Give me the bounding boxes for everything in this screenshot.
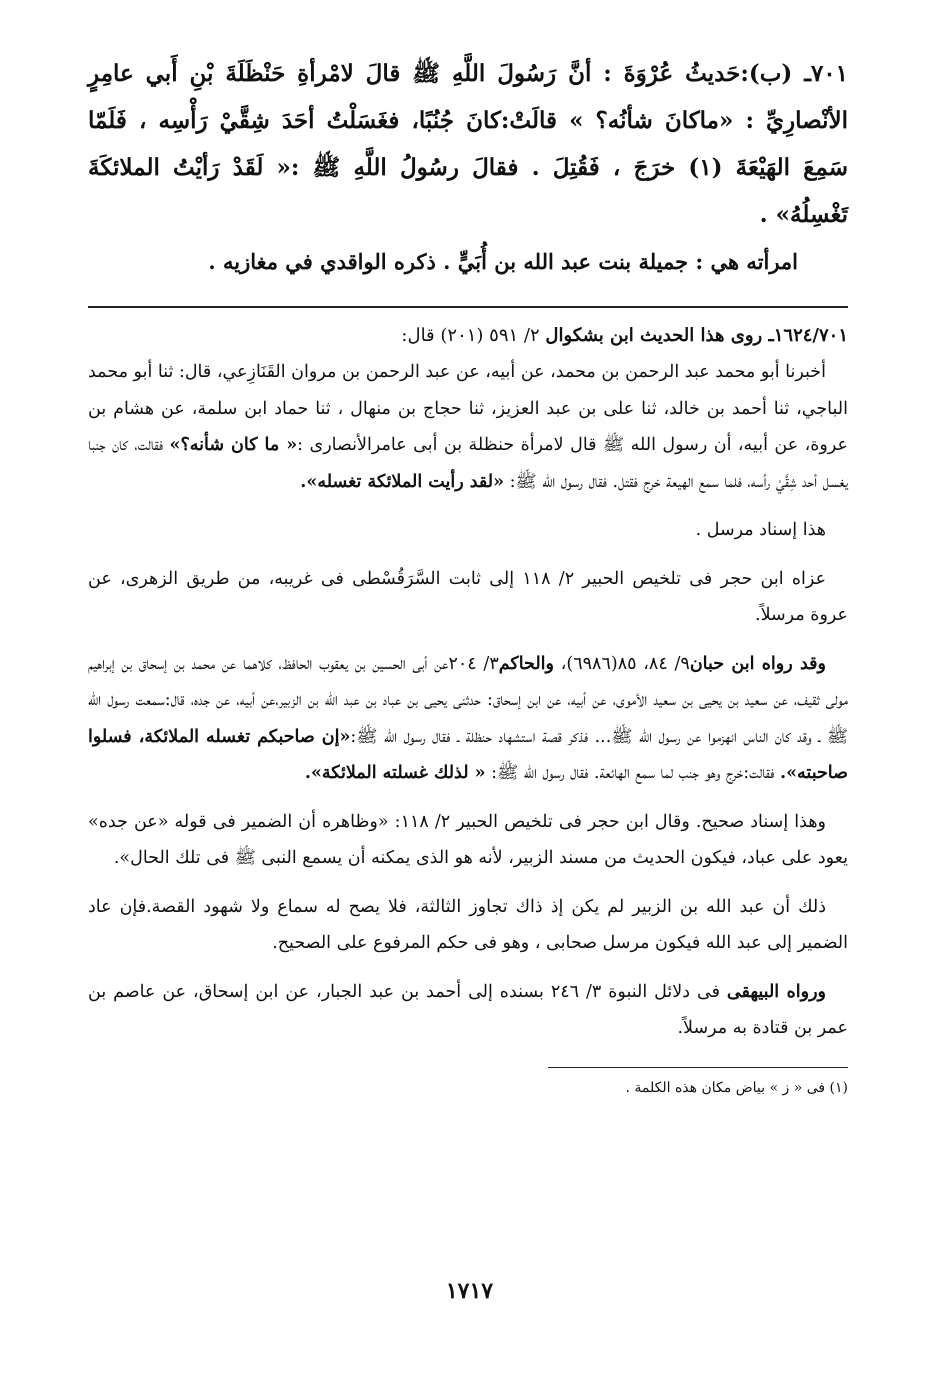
hakim-label: والحاكم <box>498 653 554 674</box>
isnad-middle-text: فقالت، كان جنبا يغسل أحد شِقَّيْ رأسه، فلما سمع الهيعة خرج فقتل. فقال رسول الله ﷺ: <box>88 435 848 492</box>
bayhaqi-text: فى دلائل النبوة ٣/ ٢٤٦ بسنده إلى أحمد بن عبد الجبار، عن ابن إسحاق، عن عاصم بن عمر بن قتادة به مرسلاً. <box>88 981 848 1038</box>
main-hadith-note: امرأته هي : جميلة بنت عبد الله بن أُبَيٍّ . ذكره الواقدي في مغازيه . <box>208 249 798 274</box>
takhrij-paragraph-mursal: هذا إسناد مرسل . <box>695 520 826 540</box>
hakim-quote-1: «إن صاحبكم تغسله الملائكة، فسلوا صاحبته». <box>88 726 848 783</box>
bayhaqi-label: ورواه البيهقى <box>726 981 826 1002</box>
page-number: ١٧١٧ <box>445 1278 494 1304</box>
isnad-text: أخبرنا أبو محمد عبد الرحمن بن محمد، عن أبيه، عن عبد الرحمن بن مروان القَنَازِعي، قال: ثنا أبو محمد الباجي، ثنا أحمد بن خالد، ثنا على بن عبد العزيز، ثنا حجاج بن منهال ، ثنا حماد ابن سلمة، عن هشام بن عروة، عن أبيه، أن رسول الله ﷺ قال لامرأة حنظلة بن أبى عامرالأنصارى : <box>88 362 848 455</box>
main-hadith-text: ٧٠١ـ (ب):حَديثُ عُرْوَةَ : أنَّ رَسُولَ اللَّهِ ﷺ قالَ لامْرأةِ حَنْظَلَةَ بْنِ أَبي عامِرٍ الأنْصارِيِّ : «ماكانَ شأنُه؟ » قالَتْ:كانَ جُنُبًا، فغَسَلْتُ أحَدَ شِقَّيْ رَأْسِه ، فَلَمّا سَمِعَ الهَيْعَةَ (١) خرَجَ ، فَقُتِلَ . فقالَ رسُولُ اللَّهِ ﷺ :« لَقَدْ رَأيْتُ الملائكَةَ تَغْسِلُهُ» . <box>88 60 848 228</box>
takhrij-paragraph-sahih: وهذا إسناد صحيح. وقال ابن حجر فى تلخيص الحبير ٢/ ١١٨: «وظاهره أن الضمير فى قوله «عن جده» يعود على عباد، فيكون الحديث من مسند الزبير، لأنه هو الذى يمكنه أن يسمع النبى ﷺ فى تلك الحال». <box>88 811 848 868</box>
main-divider <box>88 306 848 308</box>
ibn-hibban-ref: ٩/ ٨٤، ٨٥(٦٩٨٦)، <box>554 653 690 674</box>
takhrij-heading-ref: ٢/ ٥٩١ (٢٠١) قال: <box>401 325 546 346</box>
takhrij-paragraph-ibn-hajar: عزاه ابن حجر فى تلخيص الحبير ٢/ ١١٨ إلى ثابت السَّرَقُسْطى فى غريبه، من طريق الزهرى، عن عروة مرسلاً. <box>88 568 848 625</box>
takhrij-paragraph-isnad <box>88 354 848 500</box>
takhrij-paragraph-bayhaqi <box>88 974 848 1047</box>
page-body <box>88 50 848 1100</box>
takhrij-paragraph-zubayr: ذلك أن عبد الله بن الزبير لم يكن إذ ذاك تجاوز الثالثة، فلا يصح له سماع ولا شهود القصة.فإن عاد الضمير إلى عبد الله فيكون مرسل صحابى ، وهو فى حكم المرفوع على الصحيح. <box>88 896 848 953</box>
hakim-text: ٣/ ٢٠٤عن أبى الحسين بن يعقوب الحافظ، كلاهما عن محمد بن إسحاق بن إبراهيم مولى ثقيف، عن سعيد بن يحيى بن سعيد الأموى، عن أبيه، عن ابن إسحاق: حدثنى يحيى بن عباد بن عبد الله بن الزبير،عن أبيه، عن جده، قال:سمعت رسول الله ﷺ ـ وقد كان الناس انهزموا عن رسول الله ﷺ... فذكر قصة استشهاد حنظلة ـ فقال رسول الله ﷺ: <box>88 653 848 747</box>
isnad-quote-2: «لقد رأيت الملائكة تغسله». <box>300 471 505 492</box>
isnad-quote-1: « ما كان شأنه؟» <box>169 435 298 455</box>
takhrij-heading <box>88 318 848 354</box>
takhrij-heading-bold: ١٦٢٤/٧٠١ـ روى هذا الحديث ابن بشكوال <box>545 325 848 346</box>
footnote-divider <box>548 1067 848 1068</box>
takhrij-paragraph-ibn-hibban <box>88 646 848 792</box>
footnote: (١) فى « ز » بياض مكان هذه الكلمة . <box>625 1079 848 1096</box>
ibn-hibban-label: وقد رواه ابن حبان <box>689 653 826 674</box>
hakim-middle-text: فقالت:خرج وهو جنب لما سمع الهائعة. فقال رسول الله ﷺ: <box>485 763 781 783</box>
hakim-quote-2: « لذلك غسلته الملائكة». <box>304 763 486 783</box>
